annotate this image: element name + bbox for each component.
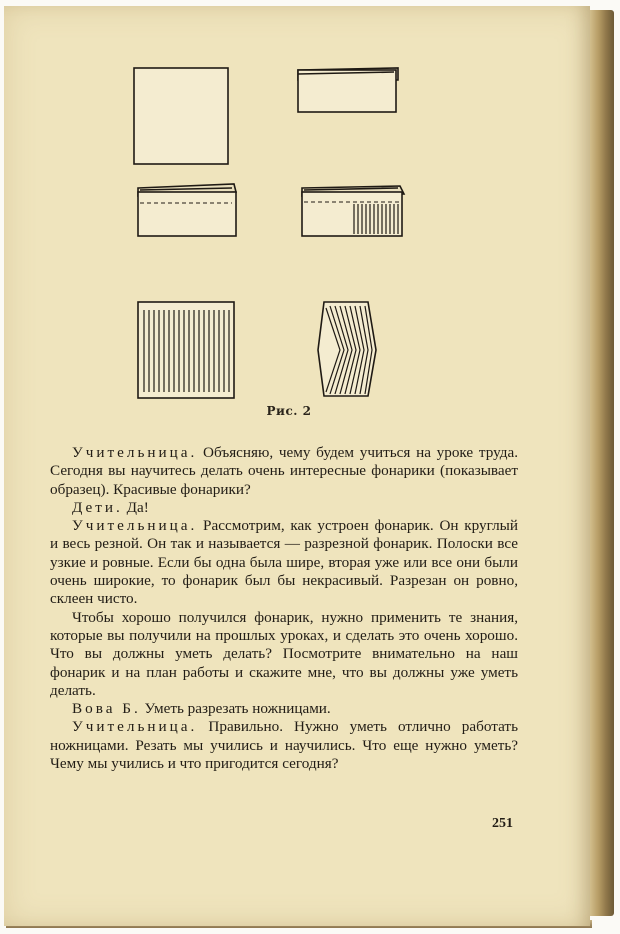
- paragraph-text: Чтобы хорошо получился фонарик, нужно применить те знания, которые вы получили на прошлых уроках, и сделать это очень хорошо. Что вы должны уметь делать? Посмотрите внимательно на наш фонарик и на план работы и скажите мне, что вы должны уже уметь делать.: [50, 608, 518, 699]
- step-6-finished-lantern: [318, 302, 376, 396]
- step-2-folded-sheet: [298, 68, 398, 112]
- folding-diagram: [122, 56, 432, 426]
- paragraph: [50, 700, 518, 718]
- body-text: [50, 444, 518, 773]
- figure-caption: Рис. 2: [266, 404, 312, 418]
- paragraph-text: Правильно. Нужно уметь отлично работать ножницами. Резать мы учились и научились. Что еще нужно уметь? Чему мы учились и что пригодится сегодня?: [50, 718, 518, 773]
- paragraph-text: Рассмотрим, как устроен фонарик. Он круглый и весь резной. Он так и называется — разрезной фонарик. Полоски все узкие и ровные. Если бы одна была шире, вторая уже или все они были очень широкие, то фонарик был бы некрасивый. Разрезан он ровно, склеен чисто.: [50, 517, 518, 608]
- paragraph: [50, 499, 518, 517]
- step-5-cut-sheet: [138, 302, 234, 398]
- speaker-name: Учительница.: [72, 517, 198, 535]
- paragraph: [50, 609, 518, 700]
- book-page: [4, 6, 590, 926]
- paragraph: [50, 517, 518, 608]
- step-1-square-sheet: [134, 68, 228, 164]
- paragraph-text: Объясняю, чему будем учиться на уроке труда. Сегодня вы научитесь делать очень интересные фонарики (показывает образец). Красивые фонарики?: [50, 444, 518, 498]
- speaker-name: Вова Б.: [72, 700, 141, 718]
- speaker-name: Учительница.: [72, 718, 198, 736]
- page-edge: [588, 10, 614, 916]
- step-4-marked-sheet: [302, 186, 404, 236]
- step-3-folded-sheet: [138, 184, 236, 236]
- paragraph: [50, 718, 518, 773]
- paragraph-text: Уметь разрезать ножницами.: [140, 700, 331, 718]
- paragraph: [50, 444, 518, 499]
- page-number: 251: [492, 816, 513, 831]
- paragraph-text: Да!: [122, 498, 149, 516]
- speaker-name: Учительница.: [72, 444, 198, 461]
- speaker-name: Дети.: [72, 498, 123, 516]
